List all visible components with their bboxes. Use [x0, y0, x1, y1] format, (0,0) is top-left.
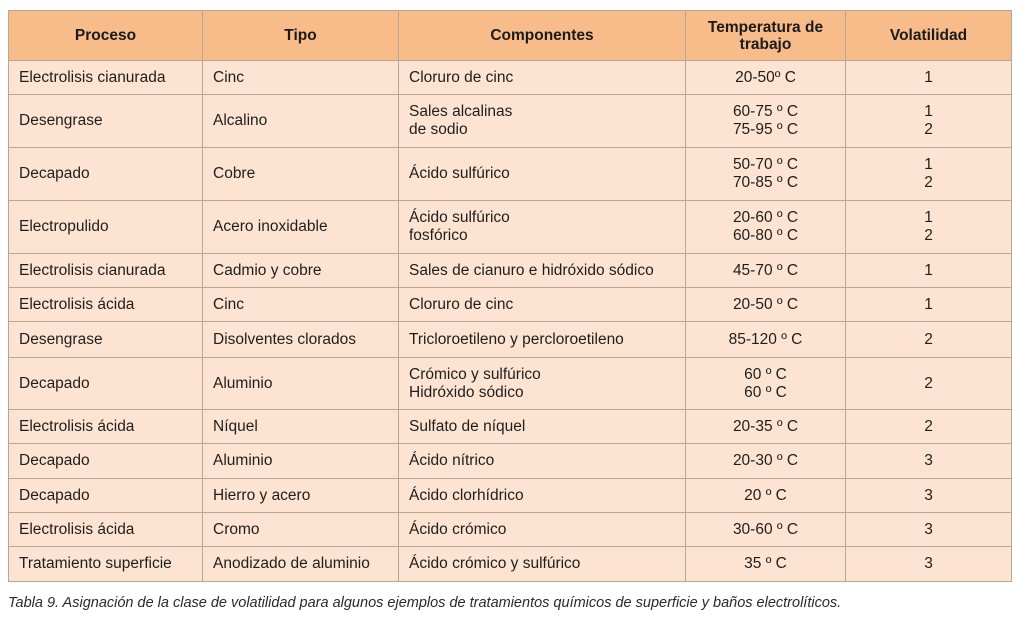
cell-componentes	[399, 288, 686, 322]
cell-tipo: Cadmio y cobre	[203, 254, 399, 288]
temperatura-line: 85-120 º C	[728, 330, 803, 348]
cell-proceso: Decapado	[9, 479, 203, 513]
table-row	[9, 410, 1012, 444]
cell-volatilidad	[846, 61, 1012, 95]
header-proceso: Proceso	[9, 11, 203, 61]
cell-volatilidad	[846, 410, 1012, 444]
componentes-line: Sales de cianuro e hidróxido sódico	[409, 261, 654, 279]
cell-tipo: Anodizado de aluminio	[203, 547, 399, 582]
componentes-line: Sales alcalinas	[409, 103, 513, 120]
cell-temperatura	[686, 513, 846, 547]
cell-tipo: Níquel	[203, 410, 399, 444]
cell-proceso: Electrolisis ácida	[9, 288, 203, 322]
header-tipo: Tipo	[203, 11, 399, 61]
cell-proceso: Electrolisis cianurada	[9, 61, 203, 95]
volatilidad-line: 3	[924, 520, 933, 538]
cell-volatilidad	[846, 444, 1012, 479]
table-caption: Tabla 9. Asignación de la clase de volatilidad para algunos ejemplos de tratamientos químicos de superficie y baños electrolíticos.	[8, 595, 842, 611]
table-body	[9, 61, 1012, 582]
cell-componentes	[399, 95, 686, 148]
cell-componentes	[399, 61, 686, 95]
cell-tipo: Disolventes clorados	[203, 322, 399, 358]
table-row	[9, 479, 1012, 513]
cell-proceso: Desengrase	[9, 322, 203, 358]
componentes-line: Sulfato de níquel	[409, 417, 526, 435]
volatilidad-line: 3	[924, 486, 933, 504]
cell-temperatura	[686, 547, 846, 582]
componentes-line: Ácido sulfúrico	[409, 165, 510, 182]
header-temperatura: Temperatura de trabajo	[686, 11, 846, 61]
cell-proceso: Electrolisis ácida	[9, 513, 203, 547]
cell-componentes	[399, 201, 686, 254]
volatilidad-line: 1	[924, 103, 933, 120]
temperatura-line: 30-60 º C	[732, 520, 799, 538]
volatilidad-line: 1	[924, 68, 933, 86]
cell-temperatura	[686, 358, 846, 410]
componentes-line: Cloruro de cinc	[409, 295, 514, 313]
temperatura-line: 20-50 º C	[732, 295, 799, 313]
cell-componentes	[399, 358, 686, 410]
cell-volatilidad	[846, 288, 1012, 322]
cell-volatilidad	[846, 95, 1012, 148]
table-row	[9, 201, 1012, 254]
componentes-line: Ácido sulfúrico	[409, 209, 510, 226]
temperatura-line: 60 º C	[744, 365, 787, 383]
cell-temperatura	[686, 148, 846, 201]
cell-temperatura	[686, 201, 846, 254]
cell-proceso: Electrolisis cianurada	[9, 254, 203, 288]
table-row	[9, 444, 1012, 479]
volatility-table	[8, 10, 1012, 582]
temperatura-line: 60-80 º C	[732, 227, 799, 244]
volatilidad-line: 1	[924, 156, 933, 173]
table-row	[9, 513, 1012, 547]
cell-temperatura	[686, 410, 846, 444]
volatilidad-line: 2	[924, 174, 933, 191]
temperatura-line: 45-70 º C	[732, 261, 799, 279]
cell-proceso: Decapado	[9, 444, 203, 479]
table-row	[9, 61, 1012, 95]
componentes-line: fosfórico	[409, 227, 468, 244]
cell-componentes	[399, 410, 686, 444]
cell-componentes	[399, 148, 686, 201]
cell-volatilidad	[846, 254, 1012, 288]
temperatura-line: 20-50º C	[735, 68, 796, 86]
cell-volatilidad	[846, 479, 1012, 513]
componentes-line: Hidróxido sódico	[409, 383, 524, 401]
componentes-line: Ácido clorhídrico	[409, 486, 524, 504]
cell-proceso: Electrolisis ácida	[9, 410, 203, 444]
cell-temperatura	[686, 322, 846, 358]
table-row	[9, 288, 1012, 322]
table-row	[9, 254, 1012, 288]
componentes-line: Ácido nítrico	[409, 452, 495, 469]
cell-componentes	[399, 444, 686, 479]
volatilidad-line: 2	[924, 121, 933, 138]
cell-volatilidad	[846, 148, 1012, 201]
table-row	[9, 547, 1012, 582]
volatilidad-line: 1	[924, 209, 933, 226]
temperatura-line: 50-70 º C	[732, 156, 799, 173]
header-volatilidad: Volatilidad	[846, 11, 1012, 61]
temperatura-line: 20-35 º C	[732, 417, 799, 435]
componentes-line: Crómico y sulfúrico	[409, 365, 541, 383]
componentes-line: de sodio	[409, 121, 468, 138]
temperatura-line: 20 º C	[744, 486, 787, 504]
cell-proceso: Decapado	[9, 148, 203, 201]
cell-tipo: Cromo	[203, 513, 399, 547]
cell-tipo: Cinc	[203, 288, 399, 322]
temperatura-line: 60-75 º C	[732, 103, 799, 120]
volatilidad-line: 1	[924, 295, 933, 313]
cell-tipo: Cinc	[203, 61, 399, 95]
componentes-line: Ácido crómico	[409, 520, 507, 538]
cell-componentes	[399, 479, 686, 513]
table-header	[9, 11, 1012, 61]
temperatura-line: 75-95 º C	[732, 121, 799, 138]
volatilidad-line: 3	[924, 452, 933, 469]
componentes-line: Ácido crómico y sulfúrico	[409, 555, 581, 572]
table-row	[9, 322, 1012, 358]
volatilidad-line: 3	[924, 555, 933, 572]
cell-tipo: Aluminio	[203, 444, 399, 479]
cell-temperatura	[686, 95, 846, 148]
cell-temperatura	[686, 288, 846, 322]
cell-tipo: Cobre	[203, 148, 399, 201]
cell-volatilidad	[846, 358, 1012, 410]
cell-tipo: Hierro y acero	[203, 479, 399, 513]
cell-volatilidad	[846, 201, 1012, 254]
cell-componentes	[399, 322, 686, 358]
volatilidad-line: 2	[924, 330, 933, 348]
volatilidad-line: 1	[924, 261, 933, 279]
cell-proceso: Tratamiento superficie	[9, 547, 203, 582]
temperatura-line: 20-30 º C	[732, 452, 799, 469]
temperatura-line: 20-60 º C	[732, 209, 799, 226]
volatilidad-line: 2	[924, 374, 933, 392]
componentes-line: Tricloroetileno y percloroetileno	[409, 330, 624, 348]
cell-componentes	[399, 513, 686, 547]
cell-proceso: Decapado	[9, 358, 203, 410]
volatilidad-line: 2	[924, 227, 933, 244]
cell-componentes	[399, 547, 686, 582]
temperatura-line: 35 º C	[744, 555, 787, 572]
cell-temperatura	[686, 479, 846, 513]
table-row	[9, 148, 1012, 201]
temperatura-line: 60 º C	[744, 383, 787, 401]
temperatura-line: 70-85 º C	[732, 174, 799, 191]
cell-temperatura	[686, 61, 846, 95]
cell-tipo: Alcalino	[203, 95, 399, 148]
cell-tipo: Acero inoxidable	[203, 201, 399, 254]
cell-volatilidad	[846, 322, 1012, 358]
cell-componentes	[399, 254, 686, 288]
cell-proceso: Desengrase	[9, 95, 203, 148]
componentes-line: Cloruro de cinc	[409, 68, 514, 86]
cell-volatilidad	[846, 513, 1012, 547]
cell-temperatura	[686, 444, 846, 479]
cell-proceso: Electropulido	[9, 201, 203, 254]
volatilidad-line: 2	[924, 417, 933, 435]
header-row	[9, 11, 1012, 61]
table-row	[9, 358, 1012, 410]
cell-volatilidad	[846, 547, 1012, 582]
cell-temperatura	[686, 254, 846, 288]
cell-tipo: Aluminio	[203, 358, 399, 410]
table-row	[9, 95, 1012, 148]
header-componentes: Componentes	[399, 11, 686, 61]
